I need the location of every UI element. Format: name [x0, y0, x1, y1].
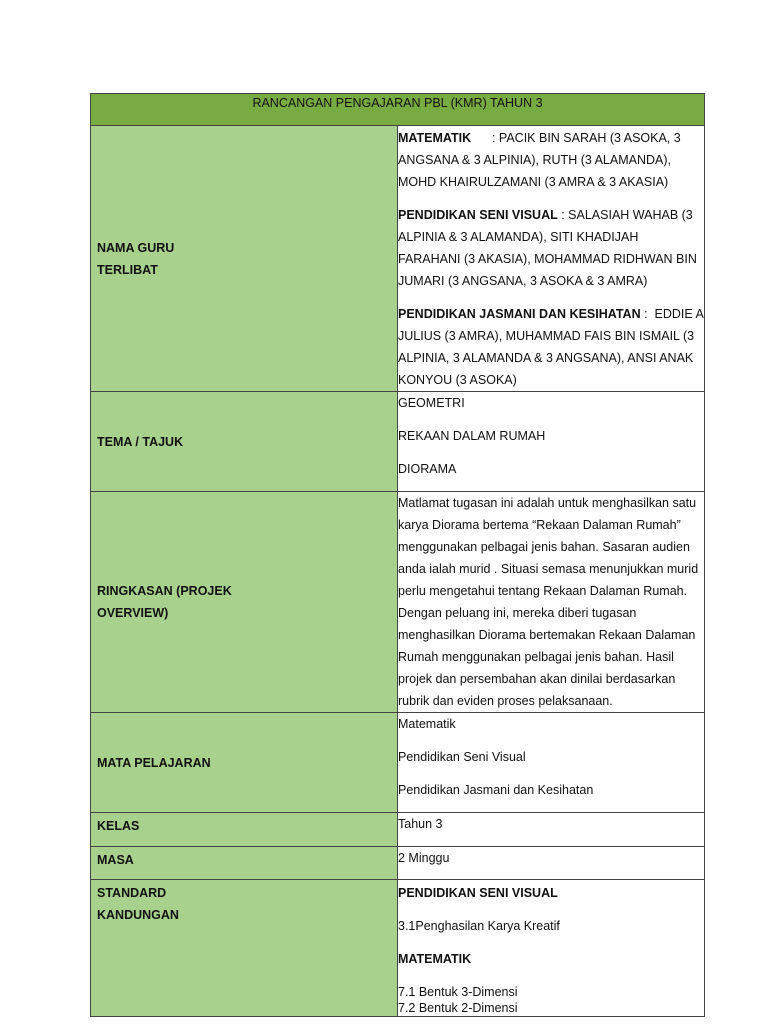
label-text: MASA	[97, 853, 134, 867]
tema-item: REKAAN DALAM RUMAH	[398, 429, 546, 443]
kelas-value: Tahun 3	[398, 817, 443, 831]
masa-value: 2 Minggu	[398, 851, 450, 865]
label-tema	[91, 392, 398, 492]
label-line: KANDUNGAN	[97, 908, 179, 922]
subject-label: PENDIDIKAN JASMANI DAN KESIHATAN	[398, 307, 641, 321]
teacher-names: : PACIK BIN SARAH (3 ASOKA, 3 ANGSANA & 3 ALPINIA), RUTH (3 ALAMANDA), MOHD KHAIRULZAMANI (3 AMRA & 3 AKASIA)	[398, 131, 684, 189]
label-line: NAMA GURU	[97, 240, 175, 255]
label-line: STANDARD	[97, 886, 167, 900]
content-ringkasan	[398, 492, 705, 713]
project-overview-text: Matlamat tugasan ini adalah untuk menghasilkan satu karya Diorama bertema “Rekaan Dalaman Rumah” menggunakan pelbagai jenis bahan. Sasaran audien anda ialah murid . Situasi semasa menunjukkan murid perlu mengetahui tentang Rekaan Dalaman Rumah. Dengan peluang ini, mereka diberi tugasan menghasilkan Diorama bertemakan Rekaan Dalaman Rumah menggunakan pelbagai jenis bahan. Hasil projek dan persembahan akan dinilai berdasarkan rubrik dan eviden proses pelaksanaan.	[398, 496, 699, 708]
label-nama-guru	[91, 126, 398, 392]
subject-item: Matematik	[398, 717, 456, 731]
teacher-matematik	[398, 127, 704, 193]
label-ringkasan	[91, 492, 398, 713]
content-nama-guru	[398, 126, 705, 392]
label-line: TERLIBAT	[97, 262, 158, 277]
title-cell	[91, 94, 705, 126]
subject-label: PENDIDIKAN SENI VISUAL	[398, 208, 558, 222]
row-ringkasan	[91, 492, 705, 713]
content-standard	[398, 880, 705, 1017]
standard-item: 7.2 Bentuk 2-Dimensi	[398, 1001, 518, 1015]
content-mata-pelajaran	[398, 713, 705, 813]
content-masa	[398, 847, 705, 880]
content-tema	[398, 392, 705, 492]
label-line: OVERVIEW)	[97, 606, 169, 620]
standard-item: 7.1 Bentuk 3-Dimensi	[398, 985, 518, 999]
lesson-plan-table	[90, 93, 705, 1017]
row-tema	[91, 392, 705, 492]
row-masa	[91, 847, 705, 880]
label-text: MATA PELAJARAN	[97, 755, 211, 770]
teacher-pjk	[398, 303, 707, 391]
teacher-names: : EDDIE A JULIUS (3 AMRA), MUHAMMAD FAIS BIN ISMAIL (3 ALPINIA, 3 ALAMANDA & 3 ANGSANA), ANSI ANAK KONYOU (3 ASOKA)	[398, 307, 707, 387]
label-mata-pelajaran	[91, 713, 398, 813]
label-standard	[91, 880, 398, 1017]
teacher-psv	[398, 204, 704, 292]
label-masa	[91, 847, 398, 880]
standard-item: 3.1Penghasilan Karya Kreatif	[398, 919, 560, 933]
standard-psv-heading: PENDIDIKAN SENI VISUAL	[398, 886, 558, 900]
row-kelas	[91, 813, 705, 847]
row-mata-pelajaran	[91, 713, 705, 813]
standard-mat-heading: MATEMATIK	[398, 952, 472, 966]
row-standard	[91, 880, 705, 1017]
title-row	[91, 94, 705, 126]
label-text: KELAS	[97, 819, 140, 833]
row-nama-guru	[91, 126, 705, 392]
label-text: TEMA / TAJUK	[97, 434, 184, 449]
subject-item: Pendidikan Jasmani dan Kesihatan	[398, 783, 594, 797]
tema-item: GEOMETRI	[398, 396, 465, 410]
content-kelas	[398, 813, 705, 847]
tema-item: DIORAMA	[398, 462, 457, 476]
document-title: RANCANGAN PENGAJARAN PBL (KMR) TAHUN 3	[252, 96, 543, 110]
subject-item: Pendidikan Seni Visual	[398, 750, 526, 764]
teacher-names: : SALASIAH WAHAB (3 ALPINIA & 3 ALAMANDA), SITI KHADIJAH FARAHANI (3 AKASIA), MOHAMMAD RIDHWAN BIN JUMARI (3 ANGSANA, 3 ASOKA & 3 AMRA)	[398, 208, 697, 288]
label-kelas	[91, 813, 398, 847]
label-line: RINGKASAN (PROJEK	[97, 584, 232, 598]
subject-label: MATEMATIK	[398, 131, 472, 145]
